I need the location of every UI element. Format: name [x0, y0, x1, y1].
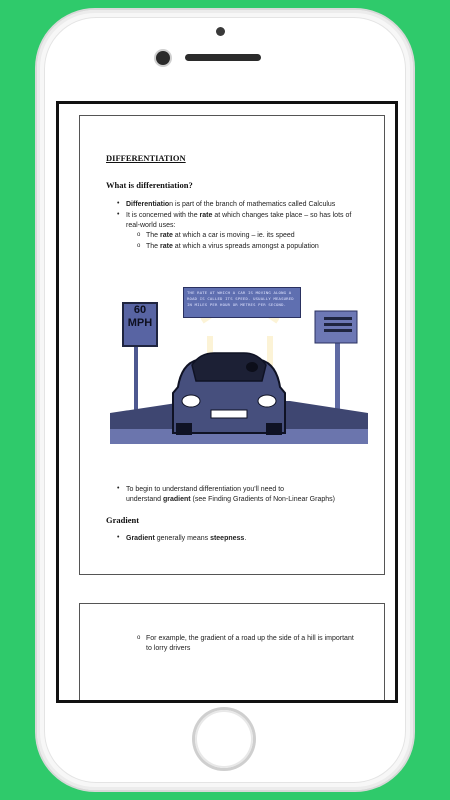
bullet-text: (see Finding Gradients of Non-Linear Graphs) [190, 496, 335, 503]
bullet-bold-text: rate [160, 243, 173, 250]
bullet-text: generally means [154, 535, 211, 542]
earpiece [185, 54, 261, 61]
bullet-text: understand [126, 496, 163, 503]
speed-sign-post [134, 339, 138, 413]
blank-road-sign [315, 311, 357, 343]
bullet-dot: • [117, 485, 120, 492]
bullet-text: at which changes take place – so has lots of [212, 212, 352, 219]
bullet-text: n is part of the branch of mathematics called Calculus [169, 201, 336, 208]
bullet-dot: • [117, 534, 120, 541]
car [173, 353, 285, 435]
bullet-bold-text: Gradient [126, 535, 155, 542]
sub-bullet-circle: o [137, 243, 141, 249]
document-page-1 [79, 115, 385, 575]
phone-screen[interactable] [56, 101, 398, 703]
bullet-text: The [146, 243, 161, 250]
sub-bullet-line2: to lorry drivers [146, 645, 191, 652]
bullet-bold-text: rate [160, 232, 173, 239]
bullet-text: . [244, 535, 247, 542]
bullet-item-3-line1: To begin to understand differentiation you'll need to [126, 486, 285, 493]
speed-sign-unit: MPH [127, 317, 153, 329]
sub-bullet-circle: o [137, 635, 141, 641]
bullet-item-2-line2: real-world uses: [126, 222, 176, 229]
heading-gradient: Gradient [106, 515, 140, 525]
bullet-bold-text: gradient [162, 496, 191, 503]
bullet-dot: • [117, 200, 120, 207]
bullet-bold-text: steepness [210, 535, 245, 542]
front-speaker-dot [216, 27, 225, 36]
sub-bullet-item-2 [146, 242, 319, 252]
bullet-item-4 [126, 534, 246, 544]
bullet-item-1 [126, 200, 335, 210]
illustration-caption-box: THE RATE AT WHICH A CAR IS MOVING ALONG A ROAD IS CALLED ITS SPEED. USUALLY MEASURED IN MILES PER HOUR OR METRES PER SECOND. [183, 287, 301, 318]
speed-sign-number: 60 [133, 304, 147, 316]
bullet-bold-text: rate [199, 212, 213, 219]
bullet-dot: • [117, 211, 120, 218]
bullet-item-2 [126, 211, 386, 221]
bullet-bold-text: Differentiatio [126, 201, 170, 208]
bullet-text: It is concerned with the [126, 212, 200, 219]
sub-bullet-circle: o [137, 232, 141, 238]
document-title: DIFFERENTIATION [106, 153, 186, 163]
speed-limit-sign [122, 302, 158, 347]
sub-bullet-item-1 [146, 231, 295, 241]
bullet-text: at which a virus spreads amongst a population [172, 243, 319, 250]
sub-bullet-line1: For example, the gradient of a road up the side of a hill is important [146, 635, 354, 642]
home-button[interactable] [195, 710, 253, 768]
front-camera [156, 51, 170, 65]
bullet-text: at which a car is moving – ie. its speed [172, 232, 295, 239]
bullet-item-3-line2 [126, 495, 335, 505]
heading-what-is-differentiation: What is differentiation? [106, 180, 193, 190]
bullet-text: The [146, 232, 161, 239]
document-page-2 [79, 603, 385, 703]
